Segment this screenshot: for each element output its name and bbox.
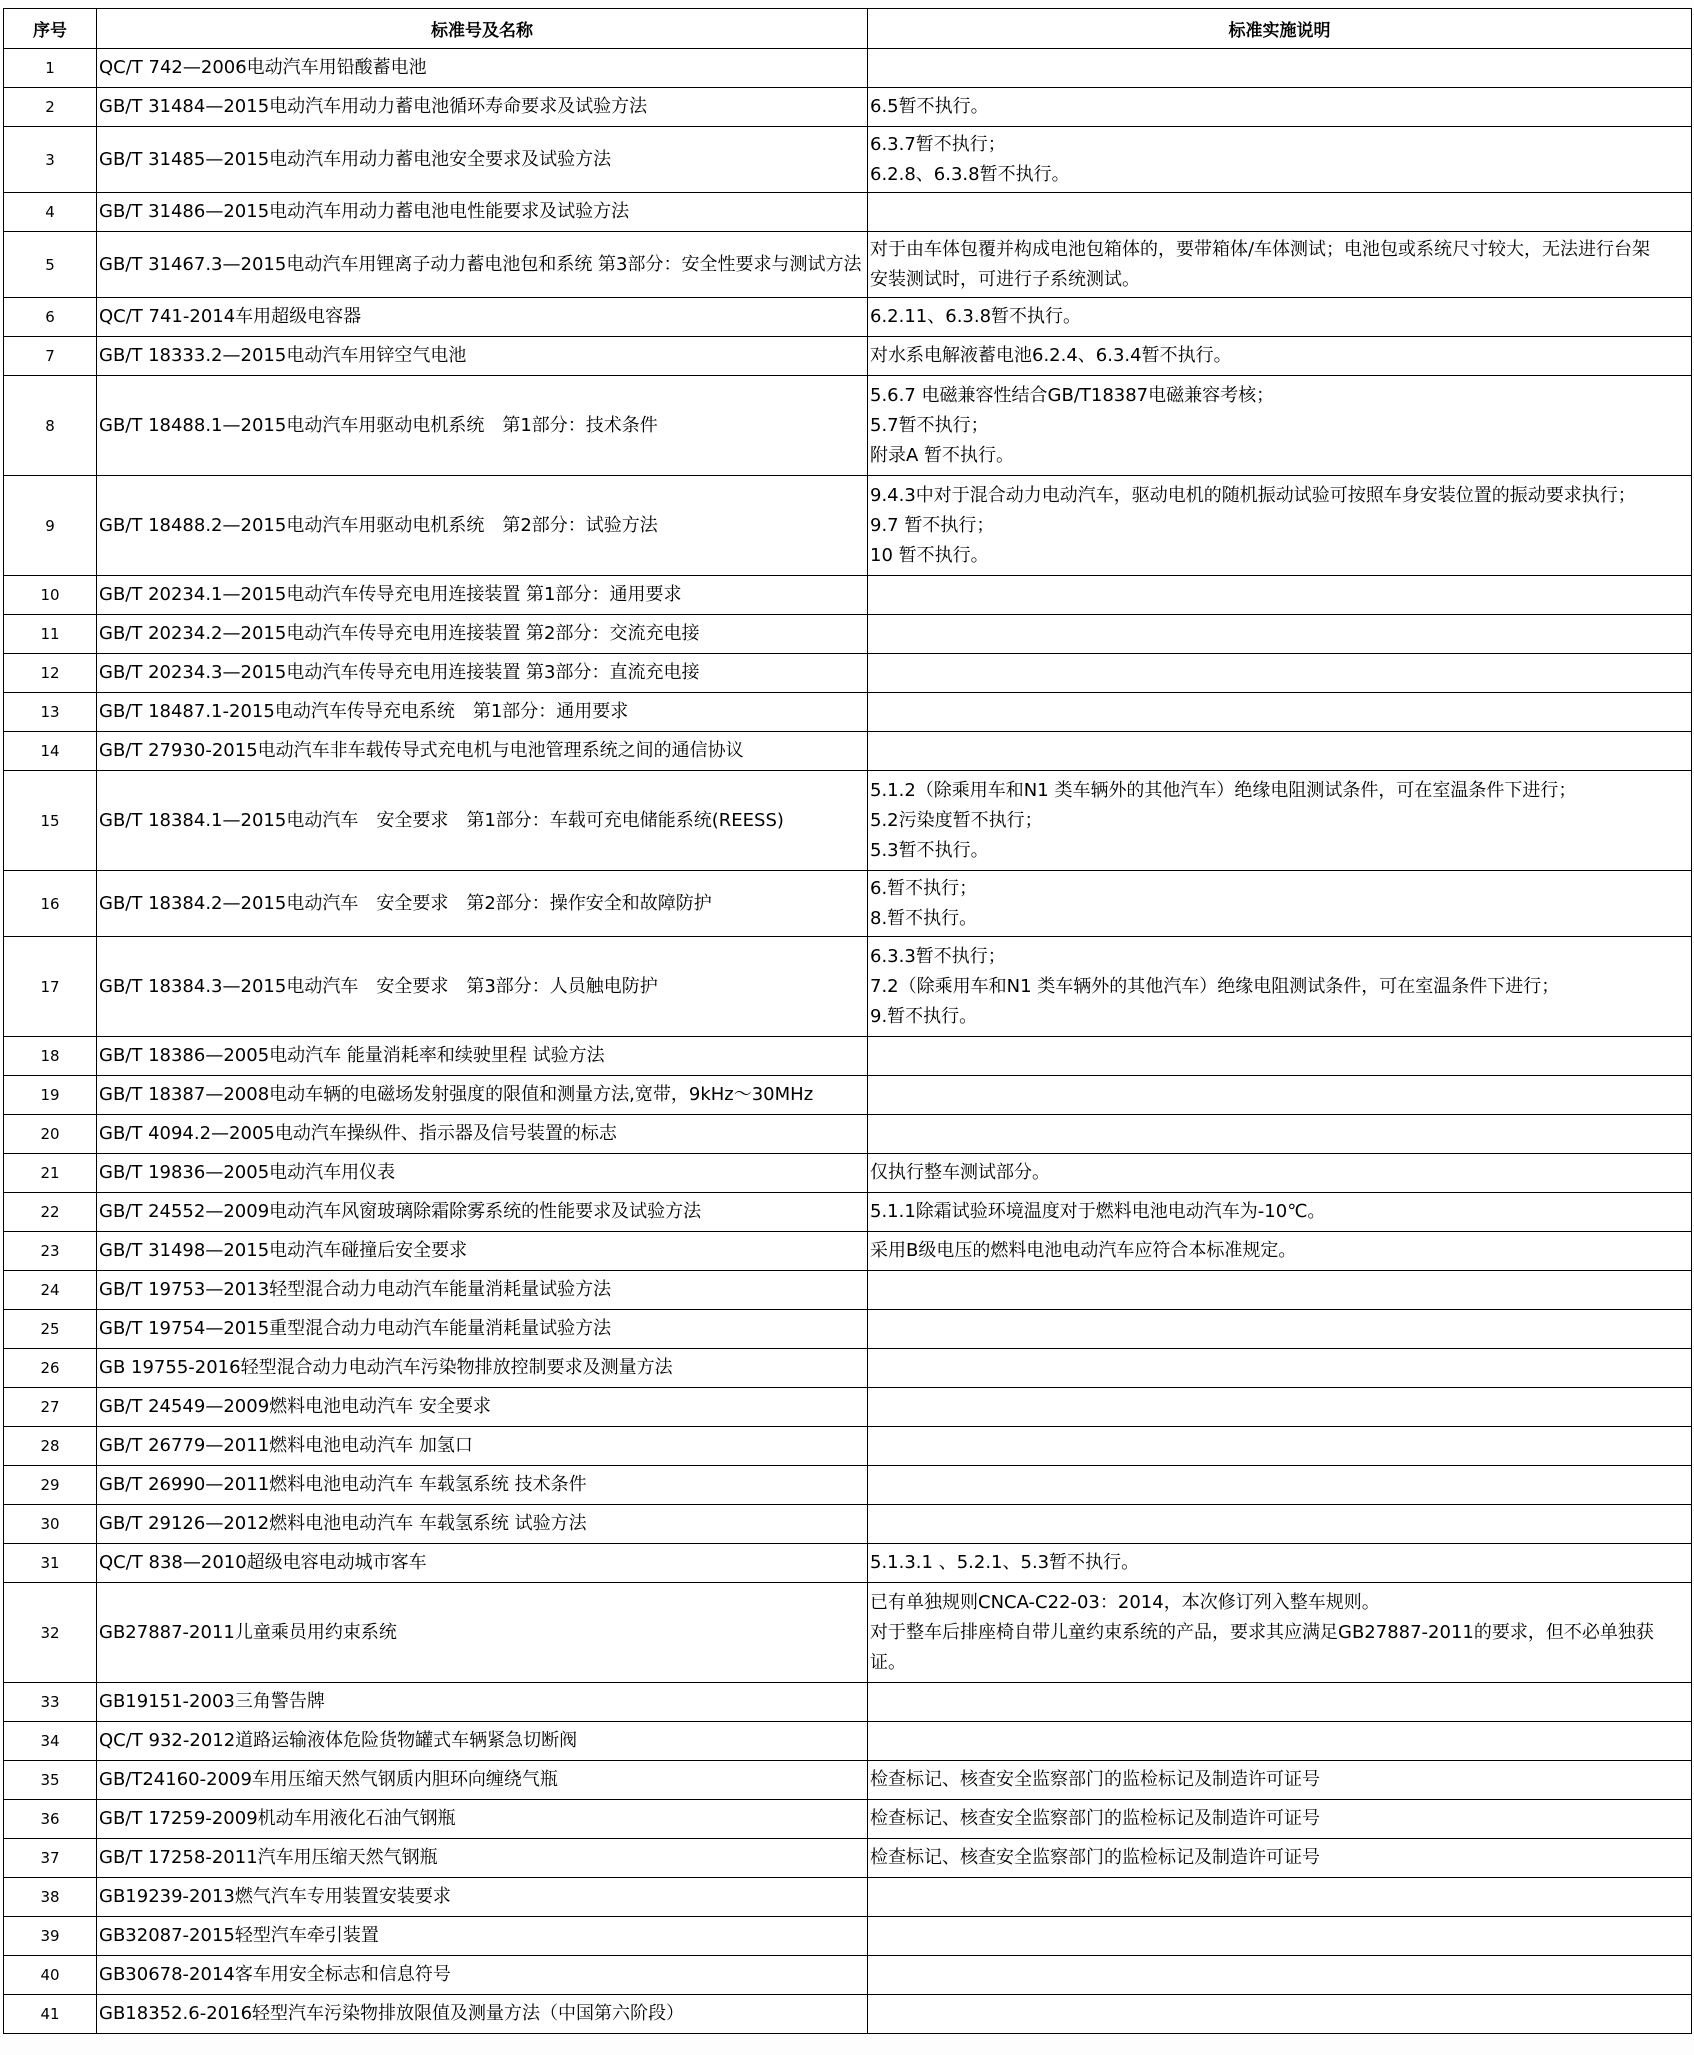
row-number-cell: 14 (4, 732, 97, 771)
standard-name-cell (97, 298, 868, 337)
table-row (4, 1427, 1692, 1466)
implementation-note-cell (868, 1115, 1692, 1154)
standard-name-cell (97, 1232, 868, 1271)
implementation-note-cell (868, 654, 1692, 693)
table-row (4, 1800, 1692, 1839)
row-number-cell: 20 (4, 1115, 97, 1154)
standard-name-cell (97, 1544, 868, 1583)
implementation-note-cell (868, 337, 1692, 376)
row-number-cell: 16 (4, 871, 97, 937)
implementation-note-cell (868, 1466, 1692, 1505)
note-line: 6.3.7暂不执行； (870, 133, 1006, 155)
row-number-cell: 29 (4, 1466, 97, 1505)
standard-name-text: GB/T 18384.1—2015电动汽车 安全要求 第1部分：车载可充电储能系统(REESS) (99, 809, 784, 831)
implementation-note-cell (868, 771, 1692, 871)
standard-name-text: GB/T 31484—2015电动汽车用动力蓄电池循环寿命要求及试验方法 (99, 96, 648, 117)
table-row (4, 1115, 1692, 1154)
table-row (4, 1154, 1692, 1193)
standard-name-cell (97, 376, 868, 476)
note-line: 7.2（除乘用车和N1 类车辆外的其他汽车）绝缘电阻测试条件，可在室温条件下进行； (870, 975, 1560, 997)
row-number-cell: 41 (4, 1995, 97, 2034)
table-row (4, 1917, 1692, 1956)
table-row (4, 1583, 1692, 1683)
implementation-note-cell (868, 1310, 1692, 1349)
standard-name-cell (97, 1115, 868, 1154)
standard-name-text: GB/T24160-2009车用压缩天然气钢质内胆环向缠绕气瓶 (99, 1769, 558, 1790)
implementation-note-cell (868, 476, 1692, 576)
row-number-cell: 17 (4, 937, 97, 1037)
row-number-cell: 6 (4, 298, 97, 337)
row-number-cell: 8 (4, 376, 97, 476)
standard-name-cell (97, 1995, 868, 2034)
implementation-note-cell (868, 88, 1692, 127)
standard-name-text: QC/T 742—2006电动汽车用铅酸蓄电池 (99, 57, 427, 78)
standard-name-text: GB/T 18487.1-2015电动汽车传导充电系统 第1部分：通用要求 (99, 701, 629, 722)
standard-name-cell (97, 476, 868, 576)
standard-name-text: GB/T 18384.3—2015电动汽车 安全要求 第3部分：人员触电防护 (99, 975, 658, 997)
standard-name-text: GB32087-2015轻型汽车牵引装置 (99, 1925, 379, 1946)
row-number-cell: 19 (4, 1076, 97, 1115)
standard-name-text: GB/T 18333.2—2015电动汽车用锌空气电池 (99, 345, 467, 366)
row-number-cell: 30 (4, 1505, 97, 1544)
table-row (4, 1722, 1692, 1761)
standard-name-text: GB/T 24549—2009燃料电池电动汽车 安全要求 (99, 1396, 491, 1417)
standard-name-text: GB/T 31467.3—2015电动汽车用锂离子动力蓄电池包和系统 第3部分：安全性要求与测试方法 (99, 253, 862, 275)
note-line: 10 暂不执行。 (870, 544, 989, 566)
standard-name-text: GB/T 19754—2015重型混合动力电动汽车能量消耗量试验方法 (99, 1318, 612, 1339)
row-number-cell: 32 (4, 1583, 97, 1683)
table-row (4, 337, 1692, 376)
implementation-note-cell (868, 576, 1692, 615)
standard-name-cell (97, 1037, 868, 1076)
note-line: 检查标记、核查安全监察部门的监检标记及制造许可证号 (870, 1808, 1320, 1829)
row-number-cell: 26 (4, 1349, 97, 1388)
note-line: 5.7暂不执行； (870, 414, 989, 436)
note-line: 6.2.11、6.3.8暂不执行。 (870, 306, 1082, 327)
note-line: 6.3.3暂不执行； (870, 945, 1006, 967)
note-line: 采用B级电压的燃料电池电动汽车应符合本标准规定。 (870, 1240, 1297, 1261)
standard-name-text: GB/T 24552—2009电动汽车风窗玻璃除霜除雾系统的性能要求及试验方法 (99, 1201, 702, 1222)
implementation-note-cell (868, 1349, 1692, 1388)
row-number-cell: 31 (4, 1544, 97, 1583)
table-header (4, 9, 1692, 49)
table-row (4, 693, 1692, 732)
table-row (4, 1466, 1692, 1505)
table-row (4, 732, 1692, 771)
table-row (4, 1995, 1692, 2034)
implementation-note-cell (868, 1722, 1692, 1761)
row-number-cell: 21 (4, 1154, 97, 1193)
table-row (4, 1878, 1692, 1917)
implementation-note-cell (868, 1037, 1692, 1076)
note-line: 已有单独规则CNCA-C22-03：2014，本次修订列入整车规则。 (870, 1591, 1380, 1613)
standard-name-cell (97, 1154, 868, 1193)
table-row (4, 1388, 1692, 1427)
implementation-note-cell (868, 1583, 1692, 1683)
implementation-note-cell (868, 127, 1692, 193)
table-row (4, 232, 1692, 298)
implementation-note-cell (868, 232, 1692, 298)
standard-name-text: GB/T 27930-2015电动汽车非车载传导式充电机与电池管理系统之间的通信协议 (99, 740, 744, 761)
implementation-note-cell (868, 1154, 1692, 1193)
standard-name-text: GB/T 19836—2005电动汽车用仪表 (99, 1162, 396, 1183)
standard-name-text: GB/T 31486—2015电动汽车用动力蓄电池电性能要求及试验方法 (99, 201, 630, 222)
note-line: 9.7 暂不执行； (870, 514, 995, 536)
standard-name-cell (97, 1505, 868, 1544)
standard-name-cell (97, 937, 868, 1037)
row-number-cell: 12 (4, 654, 97, 693)
note-line: 证。 (870, 1651, 906, 1673)
header-row (4, 9, 1692, 49)
row-number-cell: 9 (4, 476, 97, 576)
standard-name-text: GB/T 18386—2005电动汽车 能量消耗率和续驶里程 试验方法 (99, 1045, 605, 1066)
standard-name-text: GB/T 17258-2011汽车用压缩天然气钢瓶 (99, 1847, 438, 1868)
standard-name-text: GB/T 20234.2—2015电动汽车传导充电用连接装置 第2部分：交流充电接 (99, 623, 700, 644)
table-row (4, 1076, 1692, 1115)
standard-name-text: GB/T 31485—2015电动汽车用动力蓄电池安全要求及试验方法 (99, 148, 612, 170)
implementation-note-cell (868, 1193, 1692, 1232)
header-serial-number: 序号 (4, 9, 97, 49)
row-number-cell: 13 (4, 693, 97, 732)
implementation-note-cell (868, 937, 1692, 1037)
implementation-note-cell (868, 1878, 1692, 1917)
header-standard-name: 标准号及名称 (97, 9, 868, 49)
header-implementation-note: 标准实施说明 (868, 9, 1692, 49)
standard-name-cell (97, 232, 868, 298)
row-number-cell: 37 (4, 1839, 97, 1878)
row-number-cell: 34 (4, 1722, 97, 1761)
note-line: 检查标记、核查安全监察部门的监检标记及制造许可证号 (870, 1847, 1320, 1868)
standard-name-cell (97, 1839, 868, 1878)
standard-name-text: GB/T 26990—2011燃料电池电动汽车 车载氢系统 技术条件 (99, 1474, 587, 1495)
note-line: 6.2.8、6.3.8暂不执行。 (870, 163, 1070, 185)
table-row (4, 1839, 1692, 1878)
implementation-note-cell (868, 1800, 1692, 1839)
implementation-note-cell (868, 615, 1692, 654)
implementation-note-cell (868, 1076, 1692, 1115)
note-line: 5.2污染度暂不执行； (870, 809, 1043, 831)
table-row (4, 1956, 1692, 1995)
table-row (4, 1505, 1692, 1544)
note-line: 6.暂不执行； (870, 877, 978, 899)
row-number-cell: 5 (4, 232, 97, 298)
standard-name-cell (97, 1722, 868, 1761)
note-line: 安装测试时，可进行子系统测试。 (870, 268, 1140, 290)
note-line: 对水系电解液蓄电池6.2.4、6.3.4暂不执行。 (870, 345, 1232, 366)
row-number-cell: 36 (4, 1800, 97, 1839)
standard-name-cell (97, 654, 868, 693)
implementation-note-cell (868, 1761, 1692, 1800)
standard-name-cell (97, 576, 868, 615)
standard-name-cell (97, 1683, 868, 1722)
standard-name-cell (97, 1466, 868, 1505)
table-row (4, 1761, 1692, 1800)
row-number-cell: 33 (4, 1683, 97, 1722)
standard-name-text: GB/T 18488.1—2015电动汽车用驱动电机系统 第1部分：技术条件 (99, 414, 658, 436)
table-row (4, 576, 1692, 615)
implementation-note-cell (868, 1388, 1692, 1427)
note-line: 5.1.1除霜试验环境温度对于燃料电池电动汽车为-10℃。 (870, 1201, 1326, 1222)
standard-name-text: GB/T 31498—2015电动汽车碰撞后安全要求 (99, 1240, 468, 1261)
implementation-note-cell (868, 1839, 1692, 1878)
row-number-cell: 27 (4, 1388, 97, 1427)
standard-name-cell (97, 88, 868, 127)
standard-name-cell (97, 1761, 868, 1800)
table-row (4, 771, 1692, 871)
standard-name-text: GB19151-2003三角警告牌 (99, 1691, 325, 1712)
standard-name-text: GB18352.6-2016轻型汽车污染物排放限值及测量方法（中国第六阶段） (99, 2003, 685, 2024)
standard-name-cell (97, 1956, 868, 1995)
standards-table (3, 8, 1692, 2034)
table-row (4, 1232, 1692, 1271)
implementation-note-cell (868, 1427, 1692, 1466)
table-row (4, 1037, 1692, 1076)
table-row (4, 193, 1692, 232)
standard-name-cell (97, 1917, 868, 1956)
table-row (4, 127, 1692, 193)
note-line: 5.1.2（除乘用车和N1 类车辆外的其他汽车）绝缘电阻测试条件，可在室温条件下进行； (870, 779, 1577, 801)
implementation-note-cell (868, 1995, 1692, 2034)
standard-name-text: QC/T 838—2010超级电容电动城市客车 (99, 1552, 427, 1573)
note-line: 5.6.7 电磁兼容性结合GB/T18387电磁兼容考核； (870, 384, 1275, 406)
implementation-note-cell (868, 1271, 1692, 1310)
standard-name-text: GB27887-2011儿童乘员用约束系统 (99, 1621, 397, 1643)
table-row (4, 298, 1692, 337)
row-number-cell: 15 (4, 771, 97, 871)
row-number-cell: 1 (4, 49, 97, 88)
row-number-cell: 38 (4, 1878, 97, 1917)
standard-name-text: GB/T 29126—2012燃料电池电动汽车 车载氢系统 试验方法 (99, 1513, 587, 1534)
row-number-cell: 40 (4, 1956, 97, 1995)
implementation-note-cell (868, 1917, 1692, 1956)
implementation-note-cell (868, 1232, 1692, 1271)
standard-name-cell (97, 127, 868, 193)
row-number-cell: 39 (4, 1917, 97, 1956)
standard-name-text: GB/T 18488.2—2015电动汽车用驱动电机系统 第2部分：试验方法 (99, 514, 658, 536)
table-row (4, 49, 1692, 88)
standard-name-text: GB19239-2013燃气汽车专用装置安装要求 (99, 1886, 451, 1907)
row-number-cell: 3 (4, 127, 97, 193)
table-row (4, 654, 1692, 693)
implementation-note-cell (868, 1544, 1692, 1583)
standard-name-cell (97, 1878, 868, 1917)
row-number-cell: 24 (4, 1271, 97, 1310)
implementation-note-cell (868, 1683, 1692, 1722)
standard-name-text: GB/T 4094.2—2005电动汽车操纵件、指示器及信号装置的标志 (99, 1123, 617, 1144)
standard-name-text: GB/T 20234.1—2015电动汽车传导充电用连接装置 第1部分：通用要求 (99, 584, 682, 605)
note-line: 5.3暂不执行。 (870, 839, 989, 861)
note-line: 9.4.3中对于混合动力电动汽车，驱动电机的随机振动试验可按照车身安装位置的振动要求执行； (870, 484, 1636, 506)
implementation-note-cell (868, 732, 1692, 771)
row-number-cell: 4 (4, 193, 97, 232)
table-row (4, 1271, 1692, 1310)
standard-name-cell (97, 337, 868, 376)
standard-name-cell (97, 1583, 868, 1683)
note-line: 对于整车后排座椅自带儿童约束系统的产品，要求其应满足GB27887-2011的要求，但不必单独获 (870, 1621, 1654, 1643)
standard-name-cell (97, 615, 868, 654)
standard-name-text: GB 19755-2016轻型混合动力电动汽车污染物排放控制要求及测量方法 (99, 1357, 673, 1378)
note-line: 检查标记、核查安全监察部门的监检标记及制造许可证号 (870, 1769, 1320, 1790)
standard-name-cell (97, 1076, 868, 1115)
standard-name-cell (97, 871, 868, 937)
table-row (4, 615, 1692, 654)
row-number-cell: 22 (4, 1193, 97, 1232)
standard-name-cell (97, 1271, 868, 1310)
standard-name-text: GB/T 17259-2009机动车用液化石油气钢瓶 (99, 1808, 456, 1829)
table-row (4, 476, 1692, 576)
table-row (4, 88, 1692, 127)
row-number-cell: 11 (4, 615, 97, 654)
table-row (4, 1310, 1692, 1349)
table-row (4, 871, 1692, 937)
row-number-cell: 23 (4, 1232, 97, 1271)
table-row (4, 1683, 1692, 1722)
standard-name-cell (97, 693, 868, 732)
note-line: 5.1.3.1 、5.2.1、5.3暂不执行。 (870, 1552, 1140, 1573)
note-line: 附录A 暂不执行。 (870, 444, 1015, 466)
note-line: 对于由车体包覆并构成电池包箱体的，要带箱体/车体测试；电池包或系统尺寸较大，无法进行台架 (870, 238, 1651, 260)
standard-name-cell (97, 49, 868, 88)
standard-name-text: QC/T 932-2012道路运输液体危险货物罐式车辆紧急切断阀 (99, 1730, 578, 1751)
standard-name-text: GB/T 20234.3—2015电动汽车传导充电用连接装置 第3部分：直流充电接 (99, 662, 700, 683)
table-body (4, 49, 1692, 2034)
implementation-note-cell (868, 298, 1692, 337)
implementation-note-cell (868, 1505, 1692, 1544)
standard-name-cell (97, 771, 868, 871)
standard-name-cell (97, 1310, 868, 1349)
implementation-note-cell (868, 871, 1692, 937)
table-row (4, 1544, 1692, 1583)
standard-name-cell (97, 1388, 868, 1427)
note-line: 8.暂不执行。 (870, 907, 978, 929)
row-number-cell: 2 (4, 88, 97, 127)
implementation-note-cell (868, 49, 1692, 88)
standard-name-text: GB30678-2014客车用安全标志和信息符号 (99, 1964, 451, 1985)
standard-name-cell (97, 1427, 868, 1466)
row-number-cell: 18 (4, 1037, 97, 1076)
standard-name-cell (97, 193, 868, 232)
implementation-note-cell (868, 193, 1692, 232)
implementation-note-cell (868, 376, 1692, 476)
table-row (4, 937, 1692, 1037)
standard-name-text: QC/T 741-2014车用超级电容器 (99, 306, 362, 327)
standard-name-cell (97, 732, 868, 771)
row-number-cell: 10 (4, 576, 97, 615)
implementation-note-cell (868, 1956, 1692, 1995)
standard-name-cell (97, 1800, 868, 1839)
table-row (4, 1349, 1692, 1388)
row-number-cell: 28 (4, 1427, 97, 1466)
row-number-cell: 35 (4, 1761, 97, 1800)
table-row (4, 1193, 1692, 1232)
table-row (4, 376, 1692, 476)
standard-name-cell (97, 1349, 868, 1388)
standard-name-text: GB/T 18387—2008电动车辆的电磁场发射强度的限值和测量方法,宽带，9kHz～30MHz (99, 1084, 814, 1105)
standard-name-cell (97, 1193, 868, 1232)
row-number-cell: 7 (4, 337, 97, 376)
implementation-note-cell (868, 693, 1692, 732)
standard-name-text: GB/T 19753—2013轻型混合动力电动汽车能量消耗量试验方法 (99, 1279, 612, 1300)
standard-name-text: GB/T 26779—2011燃料电池电动汽车 加氢口 (99, 1435, 473, 1456)
standard-name-text: GB/T 18384.2—2015电动汽车 安全要求 第2部分：操作安全和故障防护 (99, 892, 712, 914)
note-line: 仅执行整车测试部分。 (870, 1162, 1050, 1183)
note-line: 6.5暂不执行。 (870, 96, 989, 117)
note-line: 9.暂不执行。 (870, 1005, 978, 1027)
row-number-cell: 25 (4, 1310, 97, 1349)
